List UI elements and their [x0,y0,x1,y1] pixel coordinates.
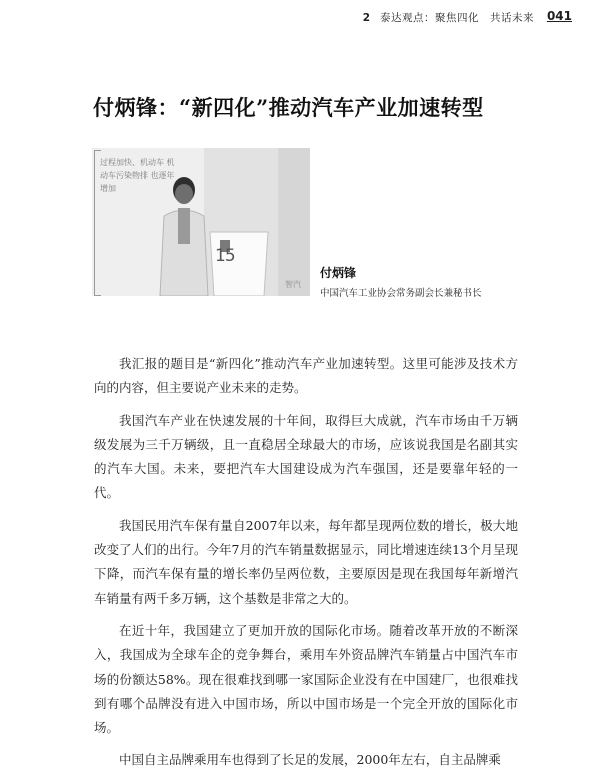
podium-logo: 15 [215,246,235,266]
running-head [363,10,534,25]
paragraph: 中国自主品牌乘用车也得到了长足的发展，2000年左右，自主品牌乘 [119,752,501,768]
paragraph: 在近十年，我国建立了更加开放的国际化市场。随着改革开放的不断深入，我国成为全球车企的竞争舞台，乘用车外资品牌汽车销量占中国汽车市场的份额达58%。现在很难找到哪一家国际企业没有在中国建厂，也很难找到有哪个品牌没有进入中国市场，所以中国市场是一个完全开放的国际化市场。 [94,622,518,736]
speaker-figure [92,148,310,296]
corner-text: 智汽 [285,280,301,289]
paragraph: 我汇报的题目是“新四化”推动汽车产业加速转型。这里可能涉及技术方向的内容，但主要说产业未来的走势。 [94,356,518,396]
speaker-role: 中国汽车工业协会常务副会长兼秘书长 [320,288,482,299]
paragraph: 我国民用汽车保有量自2007年以来，每年都呈现两位数的增长，极大地改变了人们的出行。今年7月的汽车销量数据显示，同比增速连续13个月呈现下降，而汽车保有量的增长率仍呈两位数，主要原因是现在我国每年新增汽车销量有两千多万辆，这个基数是非常之大的。 [94,517,518,606]
speaker-name: 付炳锋 [320,266,357,280]
chapter-title: 泰达观点：聚焦四化 共话未来 [380,12,534,24]
page-number: 041 [546,9,572,23]
speaker-photo [92,148,310,296]
chapter-number: 2 [362,12,370,24]
article-body [94,352,518,781]
article-title: 付炳锋：“新四化”推动汽车产业加速转型 [93,95,484,120]
slide-text: 过程加快、机动车 机动车污染物排 也逐年增加 [100,158,175,193]
paragraph: 我国汽车产业在快速发展的十年间，取得巨大成就，汽车市场由千万辆级发展为三千万辆级，且一直稳居全球最大的市场，应该说我国是名副其实的汽车大国。未来，要把汽车大国建设成为汽车强国，还是要靠年轻的一代。 [94,412,518,501]
